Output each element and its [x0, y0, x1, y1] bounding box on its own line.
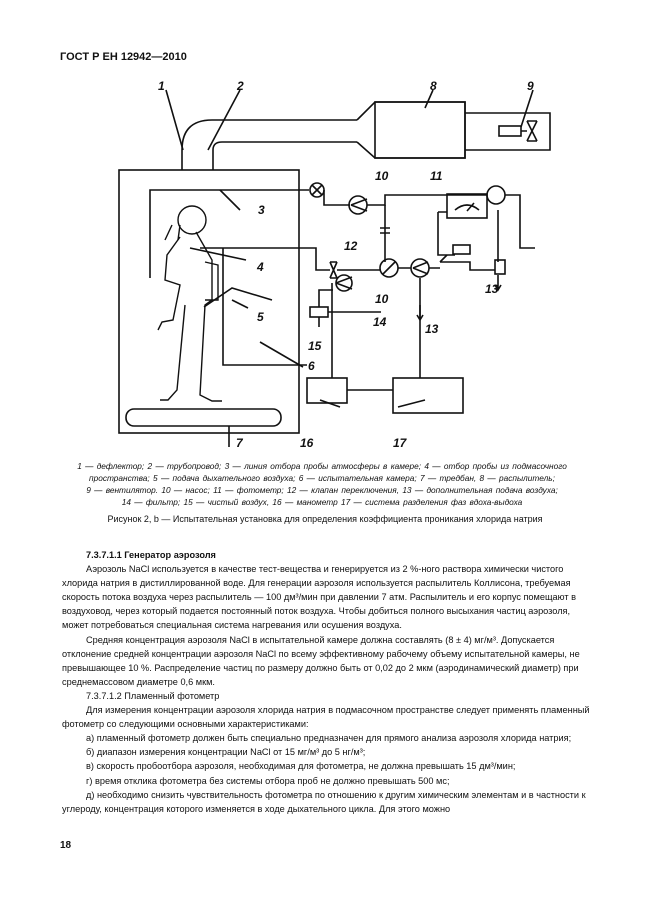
nebulizer-box — [375, 102, 465, 158]
svg-text:9: 9 — [527, 79, 534, 93]
svg-text:5: 5 — [257, 310, 264, 324]
figure-caption: Рисунок 2, b — Испытательная установка для определения коэффициента проникания хлорида натрия — [107, 514, 543, 524]
page-number: 18 — [60, 840, 72, 851]
list-item: а) пламенный фотометр должен быть специально предназначен для прямого анализа аэрозоля хлорида натрия; — [86, 733, 572, 744]
svg-text:3: 3 — [258, 203, 265, 217]
document-header: ГОСТ Р ЕН 12942—2010 — [60, 51, 187, 63]
svg-text:4: 4 — [257, 260, 264, 274]
paragraph: Для измерения концентрации аэрозоля хлорида натрия в подмасочном пространстве следует применять пламенный фотометр со следующими основными характеристиками: — [62, 705, 590, 730]
duct-pipe — [182, 120, 357, 170]
svg-text:11: 11 — [430, 169, 443, 183]
list-item: г) время отклика фотометра без системы отбора проб не должно превышать 500 мс; — [86, 775, 450, 786]
svg-text:15: 15 — [308, 339, 322, 353]
list-item: б) диапазон измерения концентрации NaCl от 15 мг/м³ до 5 нг/м³; — [86, 747, 366, 758]
svg-text:1: 1 — [158, 79, 165, 93]
svg-text:16: 16 — [300, 436, 314, 450]
section-heading: 7.3.7.1.1 Генератор аэрозоля — [86, 550, 216, 560]
body-text — [62, 548, 590, 816]
paragraph: Аэрозоль NaCl используется в качестве тест-вещества и генерируется из 2 %-ного раствора химически чистого хлорида натрия в дистиллированной воде. Для генерации аэрозоля используется распылитель Коллисона, требуемая скорость потока воздуха через распылитель — 100 дм³/мин при давлении 7 атм. Распылитель и его корпус помещают в воздуховод, через который подается постоянный поток воздуха. Чтобы добиться полного высыхания частиц аэрозоля, может потребоваться специальная система нагревания или осушения воздуха. — [62, 564, 576, 631]
svg-text:7: 7 — [236, 436, 243, 450]
filter — [310, 307, 328, 317]
treadmill — [126, 409, 281, 426]
svg-text:6: 6 — [308, 359, 315, 373]
svg-text:2: 2 — [237, 79, 244, 93]
manometer — [307, 378, 347, 403]
svg-text:10: 10 — [375, 292, 389, 306]
pump-right — [487, 186, 505, 204]
legend-line-3: 9 — вентилятор. 10 — насос; 11 — фотометр; 12 — клапан переключения, 13 — дополнительная подача воздуха; — [86, 485, 558, 495]
svg-text:8: 8 — [430, 79, 437, 93]
svg-text:14: 14 — [373, 315, 387, 329]
svg-text:13: 13 — [485, 282, 499, 296]
paragraph: Средняя концентрация аэрозоля NaCl в испытательной камере должна составлять (8 ± 4) мг/м³. Допускается отклонение средней концентрации аэрозоля NaCl по всему эффективному рабочему объему испытательной камеры, не превышающее 10 %. Распределение частиц по размеру должно быть от 0,02 до 2 мкм (аэродинамический диаметр) при среднемассовом диаметре 0,6 мкм. — [62, 634, 580, 687]
fan — [499, 126, 521, 136]
svg-text:12: 12 — [344, 239, 358, 253]
list-item: в) скорость пробоотбора аэрозоля, необходимая для фотометра, не должна превышать 15 дм³/мин; — [86, 761, 516, 772]
test-subject-figure — [158, 206, 222, 401]
legend-line-1: 1 — дефлектор; 2 — трубопровод; 3 — линия отбора пробы атмосферы в камере; 4 — отбор пробы из подмасочного — [77, 461, 567, 471]
photometer — [447, 194, 487, 218]
svg-text:10: 10 — [375, 169, 389, 183]
list-item: д) необходимо снизить чувствительность фотометра по отношению к другим химическим элементам и в частности к углероду, концентрация которого изменяется в ходе дыхательного цикла. Для этого можно — [62, 789, 586, 814]
legend-line-2: пространства; 5 — подача дыхательного воздуха; 6 — испытательная камера; 7 — тредбан, 8 — распылитель; — [89, 473, 555, 483]
svg-text:17: 17 — [393, 436, 407, 450]
subsection-title: 7.3.7.1.2 Пламенный фотометр — [86, 690, 220, 701]
legend-line-4: 14 — фильтр; 15 — чистый воздух, 16 — манометр 17 — система разделения фаз вдоха-выдоха — [121, 497, 523, 507]
phase-separation-system — [393, 378, 463, 413]
svg-text:13: 13 — [425, 322, 439, 336]
